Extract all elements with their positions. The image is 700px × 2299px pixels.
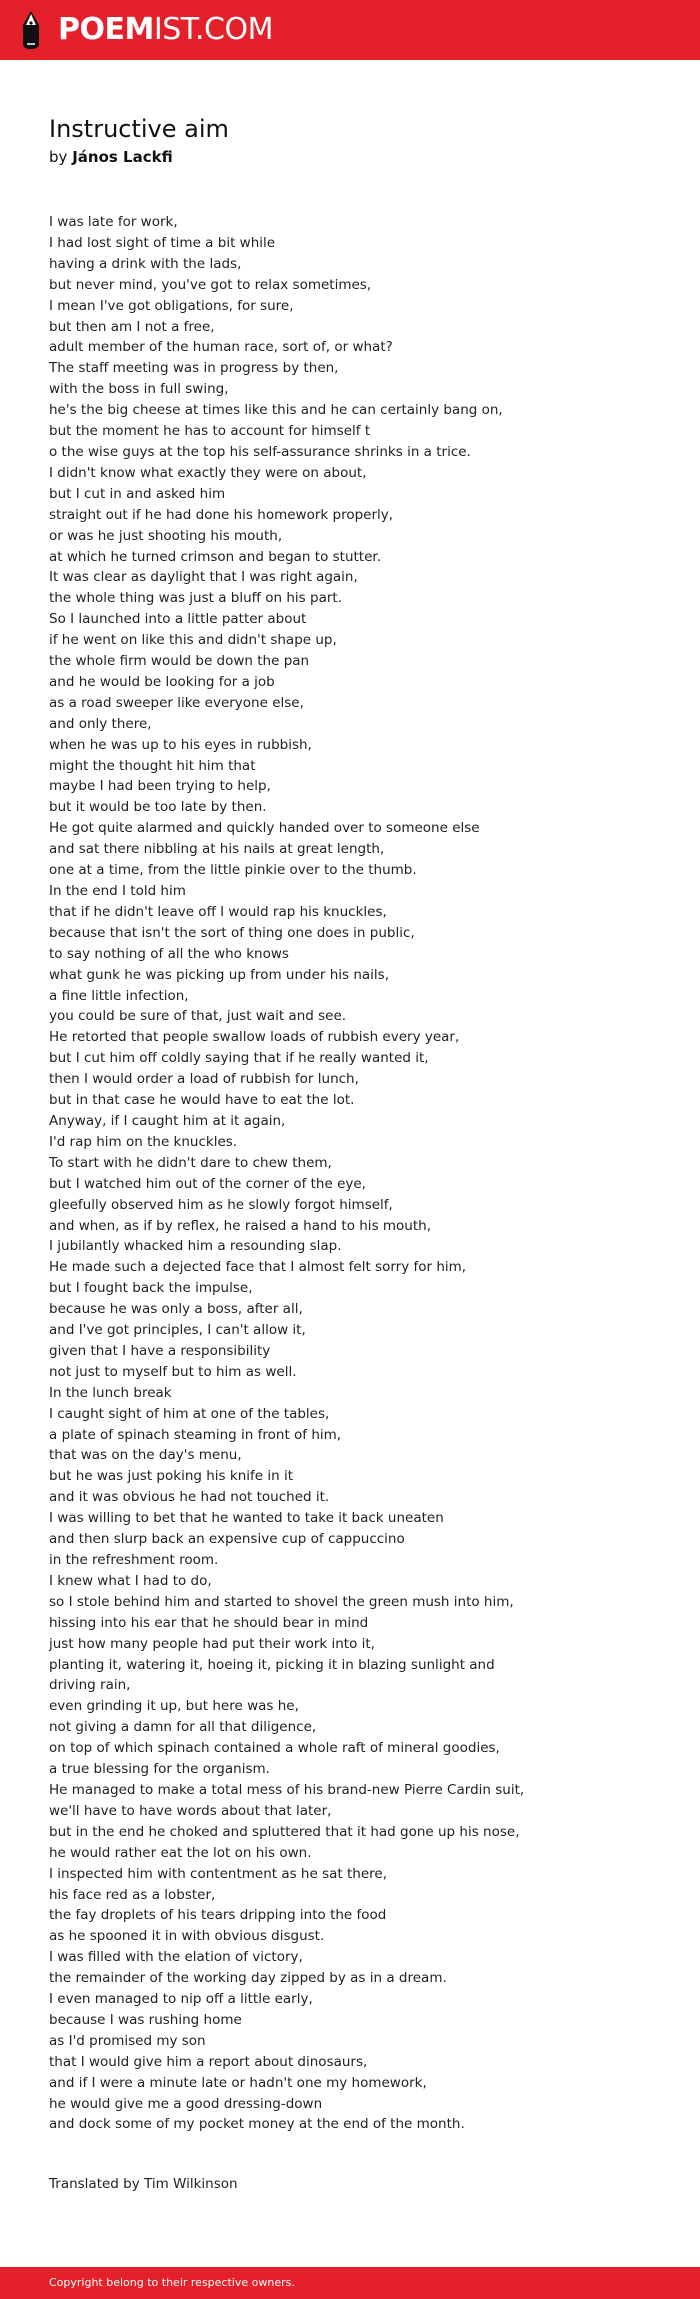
poem-line: I was filled with the elation of victory,	[49, 1949, 303, 1966]
poem-line: so I stole behind him and started to shovel the green mush into him,	[49, 1593, 514, 1610]
poem-line: and dock some of my pocket money at the end of the month.	[49, 2116, 465, 2133]
poem-line: The staff meeting was in progress by then,	[49, 360, 339, 377]
poem-line: and he would be looking for a job	[49, 673, 275, 690]
poem-line: but never mind, you've got to relax sometimes,	[49, 276, 372, 293]
poem-line: It was clear as daylight that I was right again,	[49, 569, 358, 586]
poem-line: because he was only a boss, after all,	[49, 1301, 303, 1318]
poem-line: the whole firm would be down the pan	[49, 653, 310, 670]
poem-line: you could be sure of that, just wait and see.	[49, 1008, 347, 1025]
poem-line: I was willing to bet that he wanted to take it back uneaten	[49, 1510, 444, 1527]
poem-line: I inspected him with contentment as he sat there,	[49, 1865, 387, 1882]
poem-line: as I'd promised my son	[49, 2032, 206, 2049]
poem-line: a true blessing for the organism.	[49, 1761, 270, 1778]
poem-line: the whole thing was just a bluff on his part.	[49, 590, 342, 607]
poem-line: and I've got principles, I can't allow it,	[49, 1322, 306, 1339]
poem-line: driving rain,	[49, 1677, 131, 1694]
byline-prefix: by	[49, 148, 68, 166]
poem-line: I even managed to nip off a little early,	[49, 1991, 313, 2008]
poem-line: and then slurp back an expensive cup of cappuccino	[49, 1531, 405, 1548]
poem-line: we'll have to have words about that later,	[49, 1802, 332, 1819]
poem-line: to say nothing of all the who knows	[49, 945, 289, 962]
poem-line: but the moment he has to account for himself t	[49, 423, 371, 440]
poem-line: that I would give him a report about dinosaurs,	[49, 2053, 368, 2070]
poem-line: To start with he didn't dare to chew them,	[49, 1154, 332, 1171]
poem-line: He got quite alarmed and quickly handed over to someone else	[49, 820, 480, 837]
poem-line: if he went on like this and didn't shape up,	[49, 632, 337, 649]
poem-line: but it would be too late by then.	[49, 799, 267, 816]
poem-line: given that I have a responsibility	[49, 1342, 271, 1359]
poem-line: and only there,	[49, 715, 152, 732]
poem-line: In the end I told him	[49, 883, 186, 899]
poem-line: but he was just poking his knife in it	[49, 1468, 293, 1485]
poem-article	[49, 112, 669, 2135]
poem-line: his face red as a lobster,	[49, 1886, 216, 1903]
poem-line: adult member of the human race, sort of, or what?	[49, 339, 393, 356]
logo-text-light: IST.COM	[153, 12, 273, 47]
poem-line: and when, as if by reflex, he raised a hand to his mouth,	[49, 1217, 431, 1234]
poem-line: or was he just shooting his mouth,	[49, 527, 283, 544]
poem-line: because that isn't the sort of thing one does in public,	[49, 924, 415, 941]
poem-line: he would give me a good dressing-down	[49, 2095, 323, 2112]
poem-line: and if I were a minute late or hadn't one my homework,	[49, 2074, 427, 2091]
poem-line: what gunk he was picking up from under his nails,	[49, 966, 390, 983]
poem-line: a fine little infection,	[49, 987, 189, 1004]
poem-line: and sat there nibbling at his nails at great length,	[49, 841, 385, 858]
poem-line: but in the end he choked and spluttered that it had gone up his nose,	[49, 1823, 520, 1840]
translator-credit: Translated by Tim Wilkinson	[49, 2176, 238, 2192]
poem-line: because I was rushing home	[49, 2011, 242, 2028]
poem-line: I mean I've got obligations, for sure,	[49, 297, 294, 314]
pen-nib-icon	[18, 10, 44, 50]
poem-line: in the refreshment room.	[49, 1552, 219, 1568]
byline	[49, 146, 669, 168]
poem-line: I caught sight of him at one of the tables,	[49, 1405, 330, 1422]
poem-line: that if he didn't leave off I would rap his knuckles,	[49, 903, 387, 920]
poem-line: not giving a damn for all that diligence,	[49, 1719, 317, 1736]
poem-line: He retorted that people swallow loads of rubbish every year,	[49, 1029, 460, 1046]
poem-line: not just to myself but to him as well.	[49, 1363, 297, 1380]
poem-line: at which he turned crimson and began to stutter.	[49, 548, 382, 565]
poem-line: even grinding it up, but here was he,	[49, 1698, 299, 1715]
poem-line: but I cut him off coldly saying that if he really wanted it,	[49, 1050, 429, 1067]
poem-line: then I would order a load of rubbish for lunch,	[49, 1071, 359, 1088]
poem-line: hissing into his ear that he should bear in mind	[49, 1614, 369, 1631]
poem-line: and it was obvious he had not touched it.	[49, 1489, 330, 1506]
poem-line: the remainder of the working day zipped by as in a dream.	[49, 1970, 447, 1987]
poem-line: Anyway, if I caught him at it again,	[49, 1112, 286, 1129]
poem-line: He managed to make a total mess of his brand-new Pierre Cardin suit,	[49, 1781, 525, 1798]
poem-line: he would rather eat the lot on his own.	[49, 1844, 312, 1861]
poem-line: maybe I had been trying to help,	[49, 778, 271, 795]
site-logo[interactable]	[18, 10, 273, 50]
poem-line: that was on the day's menu,	[49, 1447, 242, 1464]
logo-text	[58, 10, 273, 50]
poem-line: with the boss in full swing,	[49, 381, 229, 398]
poem-line: gleefully observed him as he slowly forgot himself,	[49, 1196, 393, 1213]
poem-line: In the lunch break	[49, 1384, 172, 1401]
poem-line: when he was up to his eyes in rubbish,	[49, 736, 312, 753]
poem-line: having a drink with the lads,	[49, 255, 242, 272]
site-footer	[0, 2267, 700, 2299]
poem-line: as a road sweeper like everyone else,	[49, 694, 304, 711]
poem-line: might the thought hit him that	[49, 757, 256, 774]
poem-line: but I cut in and asked him	[49, 485, 226, 502]
logo-text-bold: POEM	[58, 12, 154, 47]
poem-line: I was late for work,	[49, 214, 178, 230]
poem-line: I had lost sight of time a bit while	[49, 234, 276, 251]
poem-line: I knew what I had to do,	[49, 1572, 212, 1589]
poem-line: planting it, watering it, hoeing it, picking it in blazing sunlight and	[49, 1656, 495, 1673]
site-header	[0, 0, 700, 60]
poem-body	[49, 212, 669, 2135]
poem-line: straight out if he had done his homework properly,	[49, 506, 394, 523]
poem-line: I'd rap him on the knuckles.	[49, 1133, 238, 1150]
poem-line: a plate of spinach steaming in front of him,	[49, 1426, 342, 1443]
poem-line: as he spooned it in with obvious disgust.	[49, 1928, 325, 1945]
poem-line: on top of which spinach contained a whole raft of mineral goodies,	[49, 1740, 500, 1757]
poem-line: I jubilantly whacked him a resounding slap.	[49, 1238, 342, 1255]
copyright-notice: Copyright belong to their respective owners.	[49, 2276, 295, 2289]
author-name: János Lackfi	[72, 148, 173, 166]
poem-line: he's the big cheese at times like this and he can certainly bang on,	[49, 402, 503, 419]
poem-line: but in that case he would have to eat the lot.	[49, 1092, 355, 1109]
poem-line: just how many people had put their work into it,	[49, 1635, 375, 1652]
poem-line: one at a time, from the little pinkie over to the thumb.	[49, 862, 417, 879]
poem-line: the fay droplets of his tears dripping into the food	[49, 1907, 387, 1924]
poem-title: Instructive aim	[49, 115, 229, 143]
poem-line: So I launched into a little patter about	[49, 611, 307, 628]
poem-line: o the wise guys at the top his self-assurance shrinks in a trice.	[49, 443, 471, 460]
poem-line: I didn't know what exactly they were on about,	[49, 464, 367, 481]
poem-line: but I watched him out of the corner of the eye,	[49, 1175, 366, 1192]
poem-line: but then am I not a free,	[49, 318, 215, 335]
poem-line: He made such a dejected face that I almost felt sorry for him,	[49, 1259, 467, 1276]
poem-line: but I fought back the impulse,	[49, 1280, 253, 1297]
